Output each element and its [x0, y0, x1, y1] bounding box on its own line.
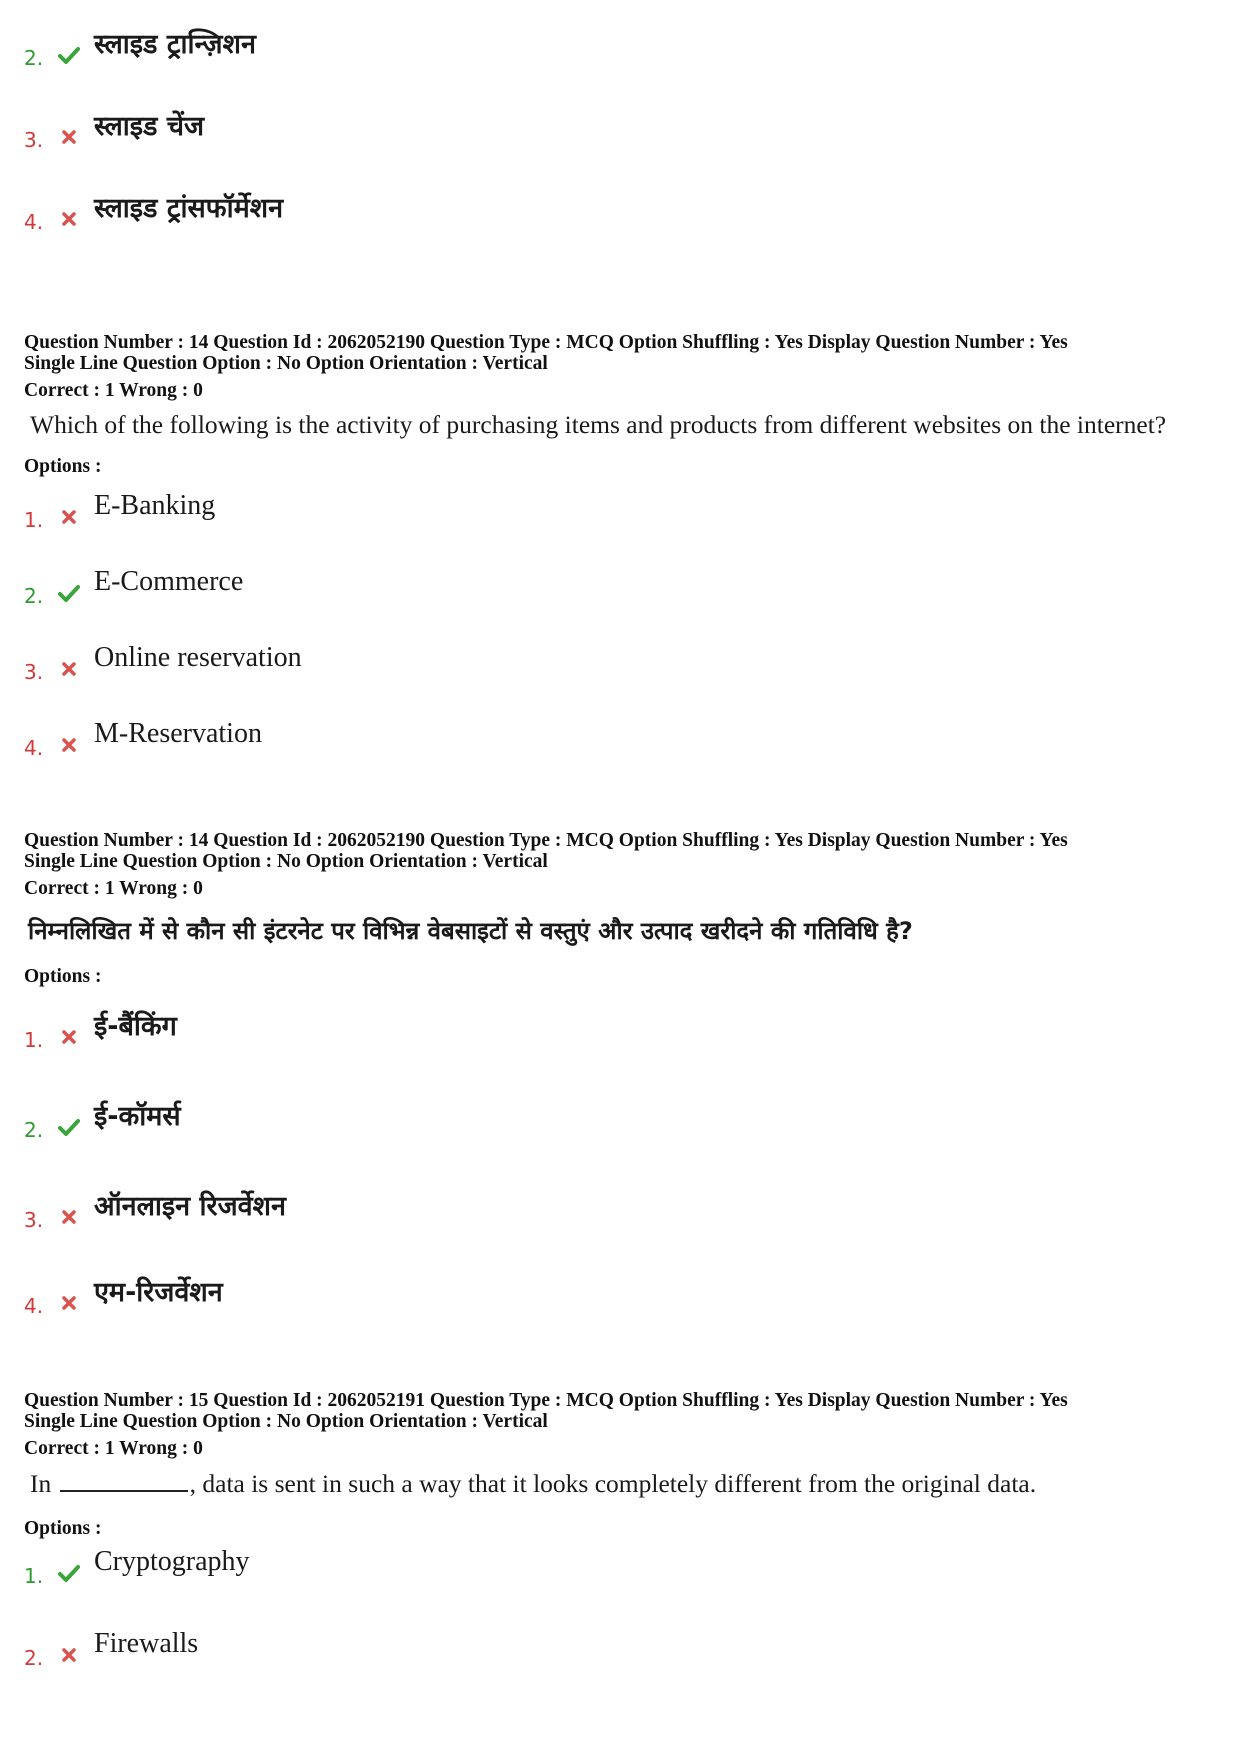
question-meta-line1: Question Number : 15 Question Id : 2062052191 Question Type : MCQ Option Shuffling : Yes Display Question Number : Yes [24, 1390, 1068, 1411]
cross-icon [54, 1206, 84, 1228]
option-text: Online reservation [94, 642, 302, 673]
check-icon [54, 44, 84, 66]
cross-icon [54, 1292, 84, 1314]
option-row [24, 566, 243, 606]
cross-icon [54, 658, 84, 680]
option-number: 4. [24, 210, 44, 234]
question-meta-line2: Single Line Question Option : No Option Orientation : Vertical [24, 1411, 548, 1432]
question-text-before: In [30, 1469, 52, 1498]
question-text-after: , data is sent in such a way that it looks completely different from the original data. [189, 1469, 1037, 1498]
question-meta-line1: Question Number : 14 Question Id : 2062052190 Question Type : MCQ Option Shuffling : Yes Display Question Number : Yes [24, 830, 1068, 851]
option-row [24, 1628, 198, 1668]
option-row [24, 192, 283, 232]
option-number: 2. [24, 46, 44, 70]
option-text: स्लाइड चेंज [94, 111, 205, 142]
option-row [24, 1010, 177, 1050]
option-text: स्लाइड ट्रांसफॉर्मेशन [94, 193, 284, 224]
option-number: 4. [24, 1294, 44, 1318]
check-icon [54, 582, 84, 604]
option-text: ई-कॉमर्स [94, 1101, 181, 1132]
option-text: E-Banking [94, 490, 216, 521]
option-text: ई-बैंकिंग [94, 1011, 177, 1042]
option-row [24, 1190, 286, 1230]
option-text: ऑनलाइन रिजर्वेशन [94, 1191, 286, 1222]
option-row [24, 1546, 250, 1586]
option-row [24, 718, 262, 758]
question-meta-line2: Single Line Question Option : No Option Orientation : Vertical [24, 851, 548, 872]
option-row [24, 110, 204, 150]
cross-icon [54, 1026, 84, 1048]
option-number: 2. [24, 1118, 44, 1142]
question-text: निम्नलिखित में से कौन सी इंटरनेट पर विभिन्न वेबसाइटों से वस्तुएं और उत्पाद खरीदने की गतिविधि है? [28, 917, 913, 945]
option-text: E-Commerce [94, 566, 244, 597]
option-row [24, 490, 215, 530]
question-text [30, 1468, 1036, 1499]
option-number: 3. [24, 660, 44, 684]
option-text: M-Reservation [94, 718, 262, 749]
option-number: 2. [24, 584, 44, 608]
cross-icon [54, 506, 84, 528]
option-number: 1. [24, 508, 44, 532]
cross-icon [54, 208, 84, 230]
question-meta [24, 1390, 1068, 1432]
option-row [24, 1276, 223, 1316]
check-icon [54, 1562, 84, 1584]
option-text: एम-रिजर्वेशन [94, 1277, 223, 1308]
option-row [24, 642, 302, 682]
option-number: 3. [24, 128, 44, 152]
check-icon [54, 1116, 84, 1138]
cross-icon [54, 734, 84, 756]
option-number: 1. [24, 1564, 44, 1588]
option-text: स्लाइड ट्रान्ज़िशन [94, 29, 256, 60]
option-number: 1. [24, 1028, 44, 1052]
option-number: 4. [24, 736, 44, 760]
cross-icon [54, 126, 84, 148]
option-number: 2. [24, 1646, 44, 1670]
question-marks: Correct : 1 Wrong : 0 [24, 1438, 203, 1459]
question-meta-line2: Single Line Question Option : No Option Orientation : Vertical [24, 353, 548, 374]
option-row [24, 28, 256, 68]
question-meta-line1: Question Number : 14 Question Id : 2062052190 Question Type : MCQ Option Shuffling : Yes Display Question Number : Yes [24, 332, 1068, 353]
fill-in-blank [60, 1468, 188, 1492]
options-label: Options : [24, 966, 102, 987]
option-text: Firewalls [94, 1628, 199, 1659]
question-marks: Correct : 1 Wrong : 0 [24, 878, 203, 899]
option-row [24, 1100, 181, 1140]
question-meta [24, 332, 1068, 374]
question-text: Which of the following is the activity of purchasing items and products from different websites on the internet? [30, 410, 1167, 439]
options-label: Options : [24, 456, 102, 477]
question-marks: Correct : 1 Wrong : 0 [24, 380, 203, 401]
options-label: Options : [24, 1518, 102, 1539]
cross-icon [54, 1644, 84, 1666]
option-number: 3. [24, 1208, 44, 1232]
option-text: Cryptography [94, 1546, 250, 1577]
question-meta [24, 830, 1068, 872]
